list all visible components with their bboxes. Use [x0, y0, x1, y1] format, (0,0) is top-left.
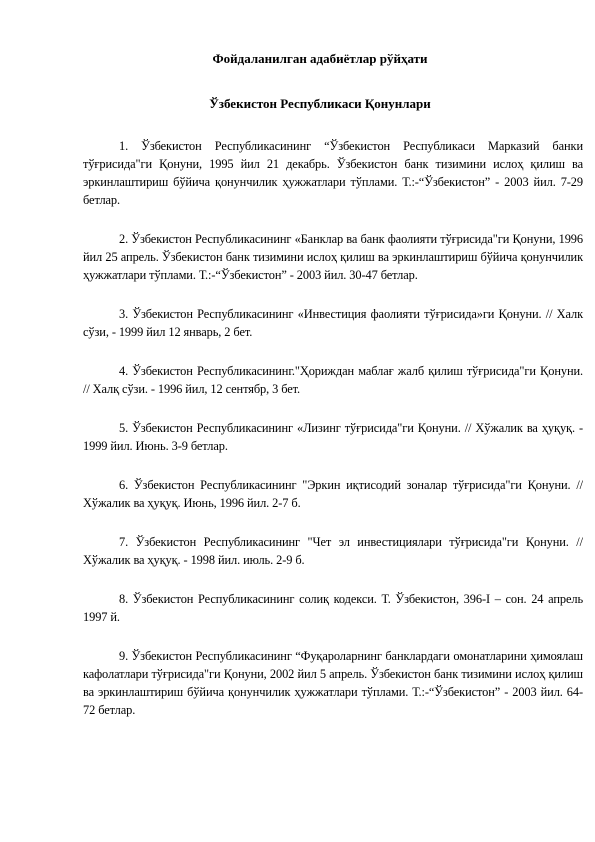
- reference-entry-9: 9. Ўзбекистон Республикасининг “Фуқароларнинг банклардаги омонатларини ҳимоялаш кафолатлари тўғрисида"ги Қонуни, 2002 йил 5 апрель. Ўзбекистон банк тизимини ислоҳ қилиш ва эркинлаштириш бўйича қонунчилик ҳужжатлари тўплами. Т.:-“Ўзбекистон” - 2003 йил. 64-72 бетлар.: [83, 649, 583, 717]
- reference-entry-7: 7. Ўзбекистон Республикасининг "Чет эл инвестициялари тўғрисида"ги Қонуни. // Хўжалик ва ҳуқуқ. - 1998 йил. июль. 2-9 б.: [83, 535, 583, 567]
- reference-entry-1: 1. Ўзбекистон Республикасининг “Ўзбекистон Республикаси Марказий банки тўғрисида"ги Қонуни, 1995 йил 21 декабрь. Ўзбекистон банк тизимини ислоҳ қилиш ва эркинлаштириш бўйича қонунчилик ҳужжатлари тўплами. Т.:-“Ўзбекистон” - 2003 йил. 7-29 бетлар.: [83, 139, 583, 207]
- reference-entry-6: 6. Ўзбекистон Республикасининг "Эркин иқтисодий зоналар тўғрисида"ги Қонуни. // Хўжалик ва ҳуқуқ. Июнь, 1996 йил. 2-7 б.: [83, 478, 583, 510]
- reference-entry-4: 4. Ўзбекистон Республикасининг."Ҳориждан маблағ жалб қилиш тўғрисида"ги Қонуни. // Халқ сўзи. - 1996 йил, 12 сентябр, 3 бет.: [83, 364, 583, 396]
- reference-list: [83, 137, 583, 740]
- reference-entry-3: 3. Ўзбекистон Республикасининг «Инвестиция фаолияти тўғрисида»ги Қонуни. // Халк сўзи, - 1999 йил 12 январь, 2 бет.: [83, 307, 583, 339]
- reference-entry-8: 8. Ўзбекистон Республикасининг солиқ кодекси. Т. Ўзбекистон, 396-I – сон. 24 апрель 1997 й.: [83, 592, 583, 624]
- reference-entry-2: 2. Ўзбекистон Республикасининг «Банклар ва банк фаолияти тўғрисида"ги Қонуни, 1996 йил 25 апрель. Ўзбекистон банк тизимини ислоҳ қилиш ва эркинлаштириш бўйича қонунчилик ҳужжатлари тўплами. Т.:-“Ўзбекистон” - 2003 йил. 30-47 бетлар.: [83, 232, 583, 282]
- section-title: Ўзбекистон Республикаси Қонунлари: [209, 96, 431, 111]
- page-title: Фойдаланилган адабиётлар рўйҳати: [212, 51, 428, 66]
- reference-entry-5: 5. Ўзбекистон Республикасининг «Лизинг тўғрисида"ги Қонуни. // Хўжалик ва ҳуқуқ. - 1999 йил. Июнь. 3-9 бетлар.: [83, 421, 583, 453]
